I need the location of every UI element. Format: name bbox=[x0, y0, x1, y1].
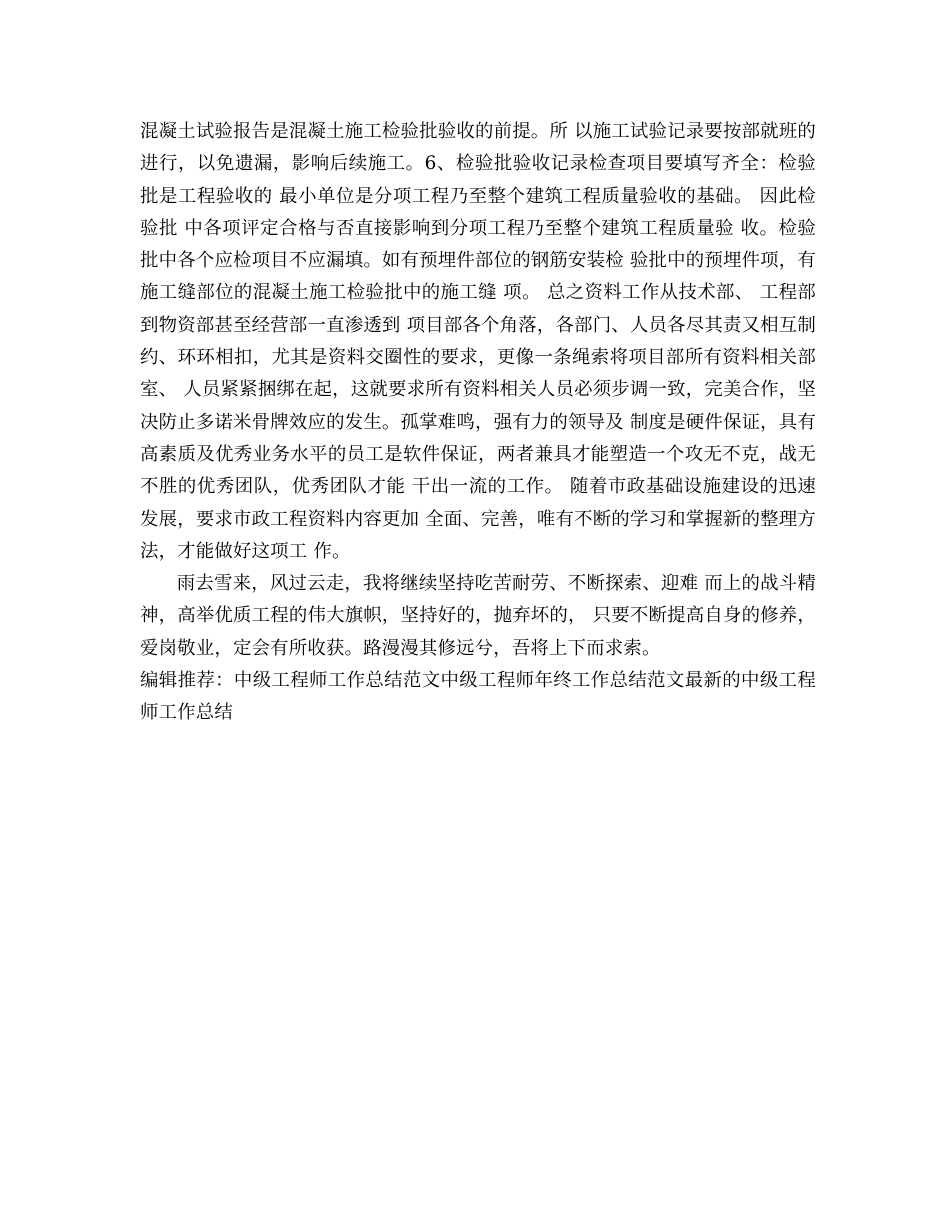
document-body bbox=[140, 116, 816, 730]
editor-recommendation: 编辑推荐：中级工程师工作总结范文中级工程师年终工作总结范文最新的中级工程师工作总结 bbox=[140, 670, 816, 724]
paragraph-closing: 雨去雪来，风过云走，我将继续坚持吃苦耐劳、不断探索、迎难 而上的战斗精神，高举优质工程的伟大旗帜，坚持好的，抛弃坏的， 只要不断提高自身的修养，爱岗敬业，定会有所收获。路漫漫其修远兮，吾将上下而求索。 bbox=[140, 573, 816, 659]
paragraph-materials-work: 混凝土试验报告是混凝土施工检验批验收的前提。所 以施工试验记录要按部就班的进行，以免遗漏，影响后续施工。6、检验批验收记录检查项目要填写齐全：检验批是工程验收的 最小单位是分项工程乃至整个建筑工程质量验收的基础。 因此检验批 中各项评定合格与否直接影响到分项工程乃至整个建筑工程质量验 收。检验批中各个应检项目不应漏填。如有预埋件部位的钢筋安装检 验批中的预埋件项，有施工缝部位的混凝土施工检验批中的施工缝 项。 总之资料工作从技术部、 工程部到物资部甚至经营部一直渗透到 项目部各个角落，各部门、人员各尽其责又相互制约、环环相扣，尤其是资料交圈性的要求，更像一条绳索将项目部所有资料相关部室、 人员紧紧捆绑在起，这就要求所有资料相关人员必须步调一致，完美合作，坚决防止多诺米骨牌效应的发生。孤掌难鸣，强有力的领导及 制度是硬件保证，具有高素质及优秀业务水平的员工是软件保证，两者兼具才能塑造一个攻无不克，战无不胜的优秀团队，优秀团队才能 干出一流的工作。 随着市政基础设施建设的迅速发展，要求市政工程资料内容更加 全面、完善，唯有不断的学习和掌握新的整理方法，才能做好这项工 作。 bbox=[140, 121, 816, 562]
